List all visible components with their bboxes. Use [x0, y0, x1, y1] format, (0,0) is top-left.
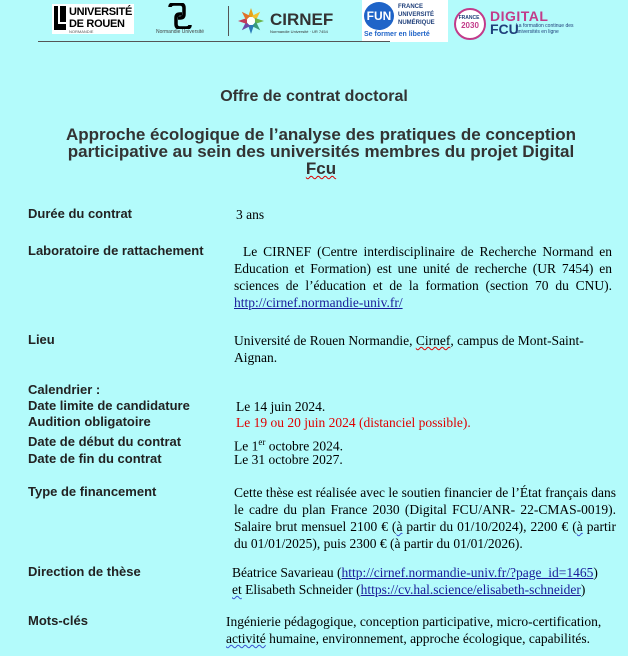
laboratoire-text: Le CIRNEF (Centre interdisciplinaire de Recherche Normand en Education et Formation) est une unité de recherche (UR 7454) en sciences de l’éducation et de la formation (section 70 du CNU).: [234, 244, 612, 293]
fun-circle: FUN: [364, 2, 394, 30]
duree-label: Durée du contrat: [28, 206, 133, 221]
fun-motto: Se former en liberté: [364, 31, 430, 38]
financement-part3: partir du 01/01/2025), puis 2300 € (à partir du 01/01/2026).: [234, 519, 616, 551]
debut-before: Le 1: [234, 438, 259, 454]
financement-value: [234, 484, 616, 552]
motscles-value: [226, 613, 616, 647]
fcu-word: FCU: [490, 21, 519, 37]
digital-fcu-tagline: La formation continue des universités en ligne: [516, 23, 574, 35]
logo-banner: [0, 0, 628, 46]
digital-fcu-logo: [454, 6, 574, 42]
fun-line1: FRANCE: [398, 4, 423, 10]
direction-value: [232, 564, 616, 598]
document-subtitle: [36, 126, 606, 177]
savarieau-link[interactable]: http://cirnef.normandie-univ.fr/?page_id=1465: [341, 565, 594, 580]
direction-close1: ): [593, 565, 598, 580]
cirnef-link[interactable]: http://cirnef.normandie-univ.fr/: [234, 295, 403, 310]
ur-line3: NORMANDIE: [69, 29, 94, 34]
motscles-flagged: activité: [226, 631, 266, 646]
direction-person1: Béatrice Savarieau (: [232, 565, 342, 580]
debut-after: octobre 2024.: [265, 438, 343, 454]
lieu-label: Lieu: [28, 332, 55, 347]
universite-rouen-logo: [52, 4, 134, 34]
direction-et: et: [232, 582, 242, 597]
direction-label: Direction de thèse: [28, 564, 141, 579]
date-fin-value: Le 31 octobre 2027.: [234, 452, 343, 467]
duree-value: 3 ans: [236, 207, 265, 222]
france-2030-year: 2030: [461, 21, 479, 30]
normandie-universite-text: Normandie Université: [155, 29, 205, 35]
financement-a2: à: [576, 519, 583, 534]
financement-label: Type de financement: [28, 484, 157, 499]
date-limite-label: Date limite de candidature: [28, 398, 190, 413]
cirnef-wheel-icon: [236, 6, 266, 36]
financement-part2: partir du 01/10/2024), 2200 € (: [402, 519, 577, 534]
debut-sup: er: [258, 437, 266, 447]
document-title: Offre de contrat doctoral: [220, 88, 408, 105]
laboratoire-value: [234, 243, 612, 311]
lieu-before: Université de Rouen Normandie,: [234, 333, 413, 348]
normandie-universite-icon: [152, 3, 208, 29]
logo-divider: [228, 6, 229, 36]
subtitle-main: Approche écologique de l’analyse des pratiques de conception participative au sein des universités membres du projet Digital: [65, 125, 577, 161]
schneider-link[interactable]: https://cv.hal.science/elisabeth-schneider: [360, 582, 581, 597]
digital-word: DIGITAL: [490, 8, 549, 24]
motscles-part1: Ingénierie pédagogique, conception participative, micro-certification,: [226, 614, 602, 629]
fun-line2: UNIVERSITÉ: [398, 12, 435, 18]
france-2030-france: FRANCE: [458, 15, 480, 21]
lieu-value: [234, 332, 614, 366]
subtitle-last-word: Fcu: [305, 159, 337, 178]
lieu-flagged: Cirnef: [415, 333, 451, 348]
audition-value: Le 19 ou 20 juin 2024 (distanciel possible).: [236, 415, 471, 430]
header-rule: [38, 41, 390, 42]
universite-rouen-mark-icon: [54, 6, 66, 30]
motscles-part2: humaine, environnement, approche écologique, capabilités.: [265, 631, 590, 646]
laboratoire-label: Laboratoire de rattachement: [28, 243, 204, 258]
financement-a1: à: [396, 519, 403, 534]
direction-close2: ): [580, 582, 586, 597]
cirnef-name: CIRNEF: [270, 10, 334, 29]
date-fin-label: Date de fin du contrat: [28, 451, 162, 466]
normandie-universite-logo: [152, 3, 208, 35]
calendrier-label: Calendrier :: [28, 382, 101, 397]
direction-person2: Elisabeth Schneider (: [241, 582, 361, 597]
fun-logo: [362, 0, 448, 42]
date-limite-value: Le 14 juin 2024.: [236, 399, 326, 414]
financement-part1: Cette thèse est réalisée avec le soutien financier de l’État français dans le cadre du plan France 2030 (Digital FCU/ANR- 22-CMAS-0019). Salaire brut mensuel 2100 € (: [234, 485, 616, 534]
date-debut-label: Date de début du contrat: [28, 434, 182, 449]
audition-label: Audition obligatoire: [28, 414, 151, 429]
lieu-after: , campus de Mont-Saint-Aignan.: [234, 333, 584, 365]
cirnef-sub: Normandie Université · UR 7454: [270, 29, 328, 34]
motscles-label: Mots-clés: [28, 613, 88, 628]
cirnef-logo: [236, 6, 360, 36]
fun-line3: NUMÉRIQUE: [398, 20, 435, 26]
ur-line2: DE ROUEN: [69, 18, 125, 30]
ur-line1: UNIVERSITÉ: [69, 6, 133, 18]
